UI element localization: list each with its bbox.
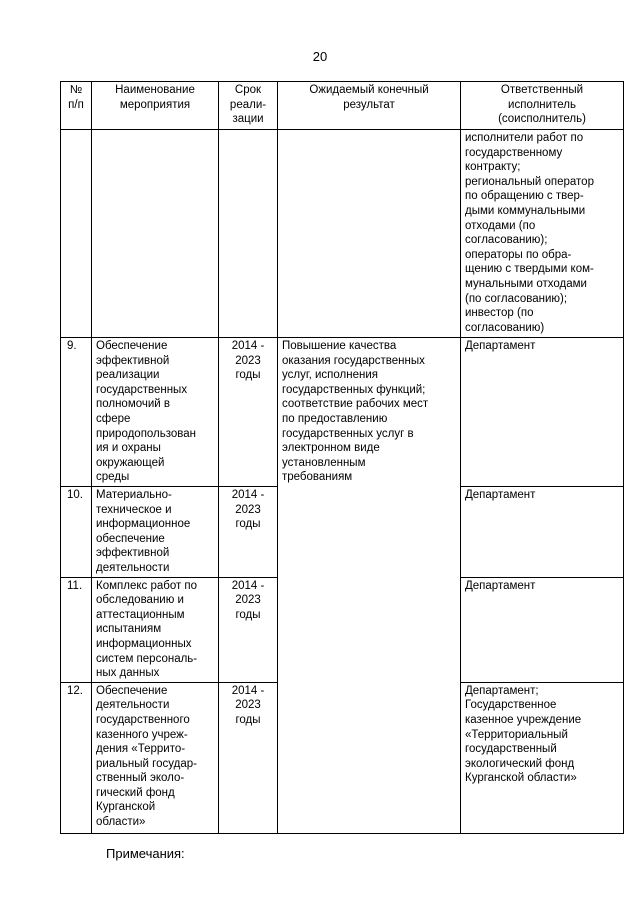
cell-term: 2014 - 2023 годы [219, 577, 278, 682]
cell-num: 10. [61, 487, 92, 578]
notes-heading: Примечания: [106, 846, 185, 861]
cell-num: 11. [61, 577, 92, 682]
cell-name: Обеспечение деятельности государственного казенного учреж- дения «Террито- риальный государ- ственный эколо- гический фонд Курганской области» [92, 682, 219, 833]
header-responsible: Ответственный исполнитель (соисполнитель) [461, 82, 624, 130]
cell-num: 12. [61, 682, 92, 833]
cell-name: Материально- техническое и информационное обеспечение эффективной деятельности [92, 487, 219, 578]
cell-responsible: Департамент [461, 487, 624, 578]
table-header-row [61, 82, 624, 130]
cell-responsible: Департамент [461, 338, 624, 487]
cell-term-empty [219, 130, 278, 338]
cell-responsible: Департамент; Государственное казенное учреждение «Территориальный государственный экологический фонд Курганской области» [461, 682, 624, 833]
table-row-9 [61, 338, 624, 487]
cell-name: Комплекс работ по обследованию и аттестационным испытаниям информационных систем персональ- ных данных [92, 577, 219, 682]
cell-name-empty [92, 130, 219, 338]
cell-term: 2014 - 2023 годы [219, 338, 278, 487]
cell-num: 9. [61, 338, 92, 487]
cell-name: Обеспечение эффективной реализации государственных полномочий в сфере природопользован ия и охраны окружающей среды [92, 338, 219, 487]
cell-result-empty [278, 130, 461, 338]
cell-result-shared: Повышение качества оказания государственных услуг, исполнения государственных функций; соответствие рабочих мест по предоставлению государственных услуг в электронном виде установленным требованиям [278, 338, 461, 834]
header-name: Наименование мероприятия [92, 82, 219, 130]
header-result: Ожидаемый конечный результат [278, 82, 461, 130]
table-row-continuation [61, 130, 624, 338]
header-num: № п/п [61, 82, 92, 130]
cell-term: 2014 - 2023 годы [219, 682, 278, 833]
measures-table [60, 81, 624, 834]
page-number: 20 [312, 49, 328, 64]
cell-responsible-continuation: исполнители работ по государственному контракту; региональный оператор по обращению с твер- дыми коммунальными отходами (по согласованию); операторы по обра- щению с твердыми ком- мунальными отходами (по согласованию); инвестор (по согласованию) [461, 130, 624, 338]
cell-num-empty [61, 130, 92, 338]
cell-term: 2014 - 2023 годы [219, 487, 278, 578]
header-term: Срок реали- зации [219, 82, 278, 130]
cell-responsible: Департамент [461, 577, 624, 682]
